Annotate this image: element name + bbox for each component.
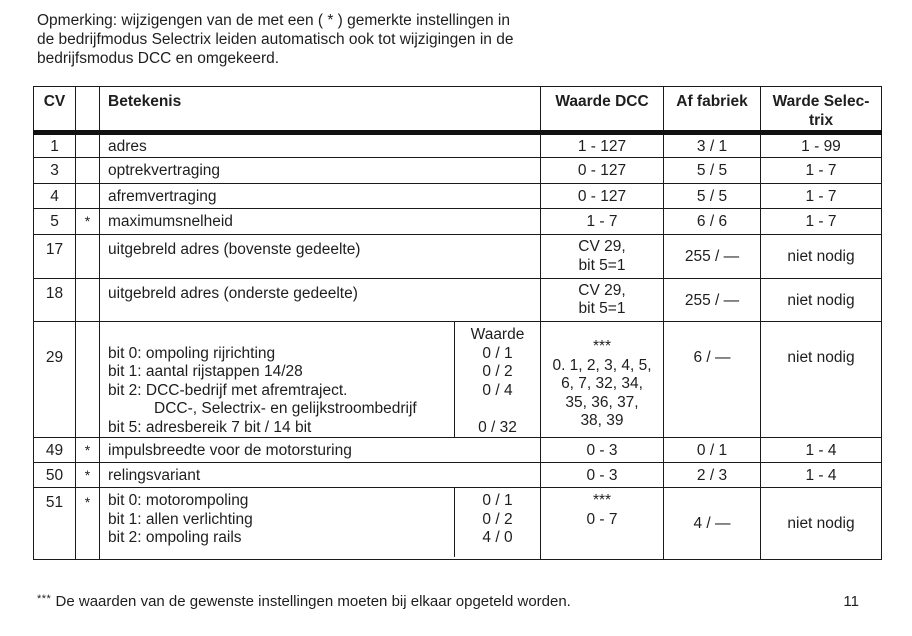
footnote-marker: *** xyxy=(37,593,52,605)
selectrix-cell: 1 - 4 xyxy=(761,438,882,463)
selectrix-cell: niet nodig xyxy=(761,322,882,438)
header-selectrix-line2: trix xyxy=(808,112,834,129)
table-row-cv49 xyxy=(34,438,882,463)
waarde-dcc-line: 6, 7, 32, 34, xyxy=(561,375,643,392)
bit-label: bit 2: ompoling rails xyxy=(108,529,242,546)
waarde-dcc-cell: 0 - 3 xyxy=(541,463,664,488)
cv-settings-table xyxy=(33,86,882,560)
bit-value xyxy=(455,400,540,419)
header-betekenis: Betekenis xyxy=(100,87,541,133)
waarde-dcc-cell xyxy=(541,279,664,322)
waarde-dcc-cell: 0 - 127 xyxy=(541,158,664,184)
betekenis-cell xyxy=(100,322,541,438)
bit-labels xyxy=(100,488,454,557)
cv-cell: 3 xyxy=(34,158,76,184)
bit-labels xyxy=(100,322,454,437)
star-cell xyxy=(76,279,100,322)
page-footer xyxy=(37,593,867,610)
footnote xyxy=(37,593,571,610)
betekenis-cell: adres xyxy=(100,133,541,158)
header-cv: CV xyxy=(34,87,76,133)
cv-cell: 4 xyxy=(34,184,76,209)
waarde-dcc-line: bit 5=1 xyxy=(578,300,626,317)
af-fabriek-cell: 255 / — xyxy=(664,235,761,279)
betekenis-cell: afremvertraging xyxy=(100,184,541,209)
af-fabriek-cell: 6 / 6 xyxy=(664,209,761,235)
cv-cell: 49 xyxy=(34,438,76,463)
af-fabriek-cell: 3 / 1 xyxy=(664,133,761,158)
cv-cell: 18 xyxy=(34,279,76,322)
bit-label-spacer xyxy=(108,326,454,345)
af-fabriek-cell: 255 / — xyxy=(664,279,761,322)
selectrix-cell: niet nodig xyxy=(761,235,882,279)
table-row-cv18 xyxy=(34,279,882,322)
waarde-dcc-cell xyxy=(541,488,664,560)
star-cell xyxy=(76,322,100,438)
star-cell: * xyxy=(76,438,100,463)
selectrix-cell: 1 - 7 xyxy=(761,158,882,184)
sub-value-header: Waarde xyxy=(470,326,525,343)
bit-value: 0 / 1 xyxy=(482,344,513,362)
af-fabriek-cell: 6 / — xyxy=(664,322,761,438)
bit-values xyxy=(454,322,540,437)
waarde-dcc-line: 35, 36, 37, xyxy=(565,393,639,411)
waarde-dcc-cell: 1 - 127 xyxy=(541,133,664,158)
table-row-cv1 xyxy=(34,133,882,158)
cv-cell: 29 xyxy=(34,322,76,438)
star-cell: * xyxy=(76,209,100,235)
selectrix-cell: 1 - 99 xyxy=(761,133,882,158)
cv-cell: 50 xyxy=(34,463,76,488)
af-fabriek-cell: 5 / 5 xyxy=(664,184,761,209)
star-cell: * xyxy=(76,463,100,488)
star-cell xyxy=(76,184,100,209)
selectrix-cell: 1 - 7 xyxy=(761,184,882,209)
waarde-dcc-line: 0 - 7 xyxy=(586,510,618,528)
bit-label: bit 1: aantal rijstappen 14/28 xyxy=(108,363,303,380)
waarde-dcc-line: bit 5=1 xyxy=(578,256,626,274)
intro-note xyxy=(37,11,513,68)
cv-cell: 1 xyxy=(34,133,76,158)
header-selectrix xyxy=(761,87,882,133)
betekenis-cell: uitgebreld adres (bovenste gedeelte) xyxy=(100,235,541,279)
cv-cell: 17 xyxy=(34,235,76,279)
table-row-cv29 xyxy=(34,322,882,438)
betekenis-cell: uitgebreld adres (onderste gedeelte) xyxy=(100,279,541,322)
waarde-dcc-line: 0. 1, 2, 3, 4, 5, xyxy=(552,356,652,374)
table-row-cv5 xyxy=(34,209,882,235)
header-star xyxy=(76,87,100,133)
footnote-text: De waarden van de gewenste instellingen moeten bij elkaar opgeteld worden. xyxy=(55,593,571,610)
selectrix-cell: niet nodig xyxy=(761,488,882,560)
waarde-dcc-cell xyxy=(541,322,664,438)
table-row-cv51 xyxy=(34,488,882,560)
bit-label: bit 2: DCC-bedrijf met afremtraject. xyxy=(108,381,348,399)
waarde-dcc-cell: 0 - 3 xyxy=(541,438,664,463)
bit-value: 4 / 0 xyxy=(482,529,513,546)
table-row-cv3 xyxy=(34,158,882,184)
table-row-cv17 xyxy=(34,235,882,279)
waarde-dcc-line: 38, 39 xyxy=(580,412,624,429)
header-selectrix-line1: Warde Selec- xyxy=(772,93,870,110)
bit-label: bit 0: motorompoling xyxy=(108,492,249,509)
bit-value: 0 / 4 xyxy=(482,381,513,399)
bit-value: 0 / 32 xyxy=(478,418,517,436)
bit-label: bit 5: adresbereik 7 bit / 14 bit xyxy=(108,418,312,436)
bit-values xyxy=(454,488,540,557)
af-fabriek-cell: 2 / 3 xyxy=(664,463,761,488)
star-cell xyxy=(76,158,100,184)
bit-label: DCC-, Selectrix- en gelijkstroombedrijf xyxy=(154,400,417,417)
bit-value: 0 / 2 xyxy=(482,363,513,380)
betekenis-cell: relingsvariant xyxy=(100,463,541,488)
waarde-dcc-line: *** xyxy=(592,492,612,509)
waarde-dcc-cell: 0 - 127 xyxy=(541,184,664,209)
table-row-cv4 xyxy=(34,184,882,209)
header-waarde-dcc: Waarde DCC xyxy=(541,87,664,133)
cv-cell: 51 xyxy=(34,488,76,560)
header-row xyxy=(34,87,882,133)
af-fabriek-cell: 4 / — xyxy=(664,488,761,560)
table-row-cv50 xyxy=(34,463,882,488)
intro-note-line: Opmerking: wijzigengen van de met een ( * ) gemerkte instellingen in xyxy=(37,12,510,29)
star-cell xyxy=(76,235,100,279)
page-number: 11 xyxy=(843,593,859,610)
star-cell: * xyxy=(76,488,100,560)
intro-note-line: de bedrijfmodus Selectrix leiden automatisch ook tot wijzigingen in de xyxy=(37,31,514,48)
betekenis-cell: maximumsnelheid xyxy=(100,209,541,235)
waarde-dcc-line: CV 29, xyxy=(578,281,626,299)
selectrix-cell: 1 - 4 xyxy=(761,463,882,488)
cv-cell: 5 xyxy=(34,209,76,235)
waarde-dcc-cell: 1 - 7 xyxy=(541,209,664,235)
intro-note-line: bedrijfsmodus DCC en omgekeerd. xyxy=(37,50,280,67)
bit-value: 0 / 1 xyxy=(482,492,513,509)
bit-label: bit 0: ompoling rijrichting xyxy=(108,344,276,362)
betekenis-cell xyxy=(100,488,541,560)
af-fabriek-cell: 5 / 5 xyxy=(664,158,761,184)
header-af-fabriek: Af fabriek xyxy=(664,87,761,133)
selectrix-cell: 1 - 7 xyxy=(761,209,882,235)
waarde-dcc-line: *** xyxy=(592,338,612,355)
star-cell xyxy=(76,133,100,158)
bit-value: 0 / 2 xyxy=(482,510,513,528)
bit-label: bit 1: allen verlichting xyxy=(108,510,253,528)
betekenis-cell: optrekvertraging xyxy=(100,158,541,184)
af-fabriek-cell: 0 / 1 xyxy=(664,438,761,463)
selectrix-cell: niet nodig xyxy=(761,279,882,322)
betekenis-cell: impulsbreedte voor de motorsturing xyxy=(100,438,541,463)
waarde-dcc-cell xyxy=(541,235,664,279)
waarde-dcc-line: CV 29, xyxy=(578,238,626,255)
